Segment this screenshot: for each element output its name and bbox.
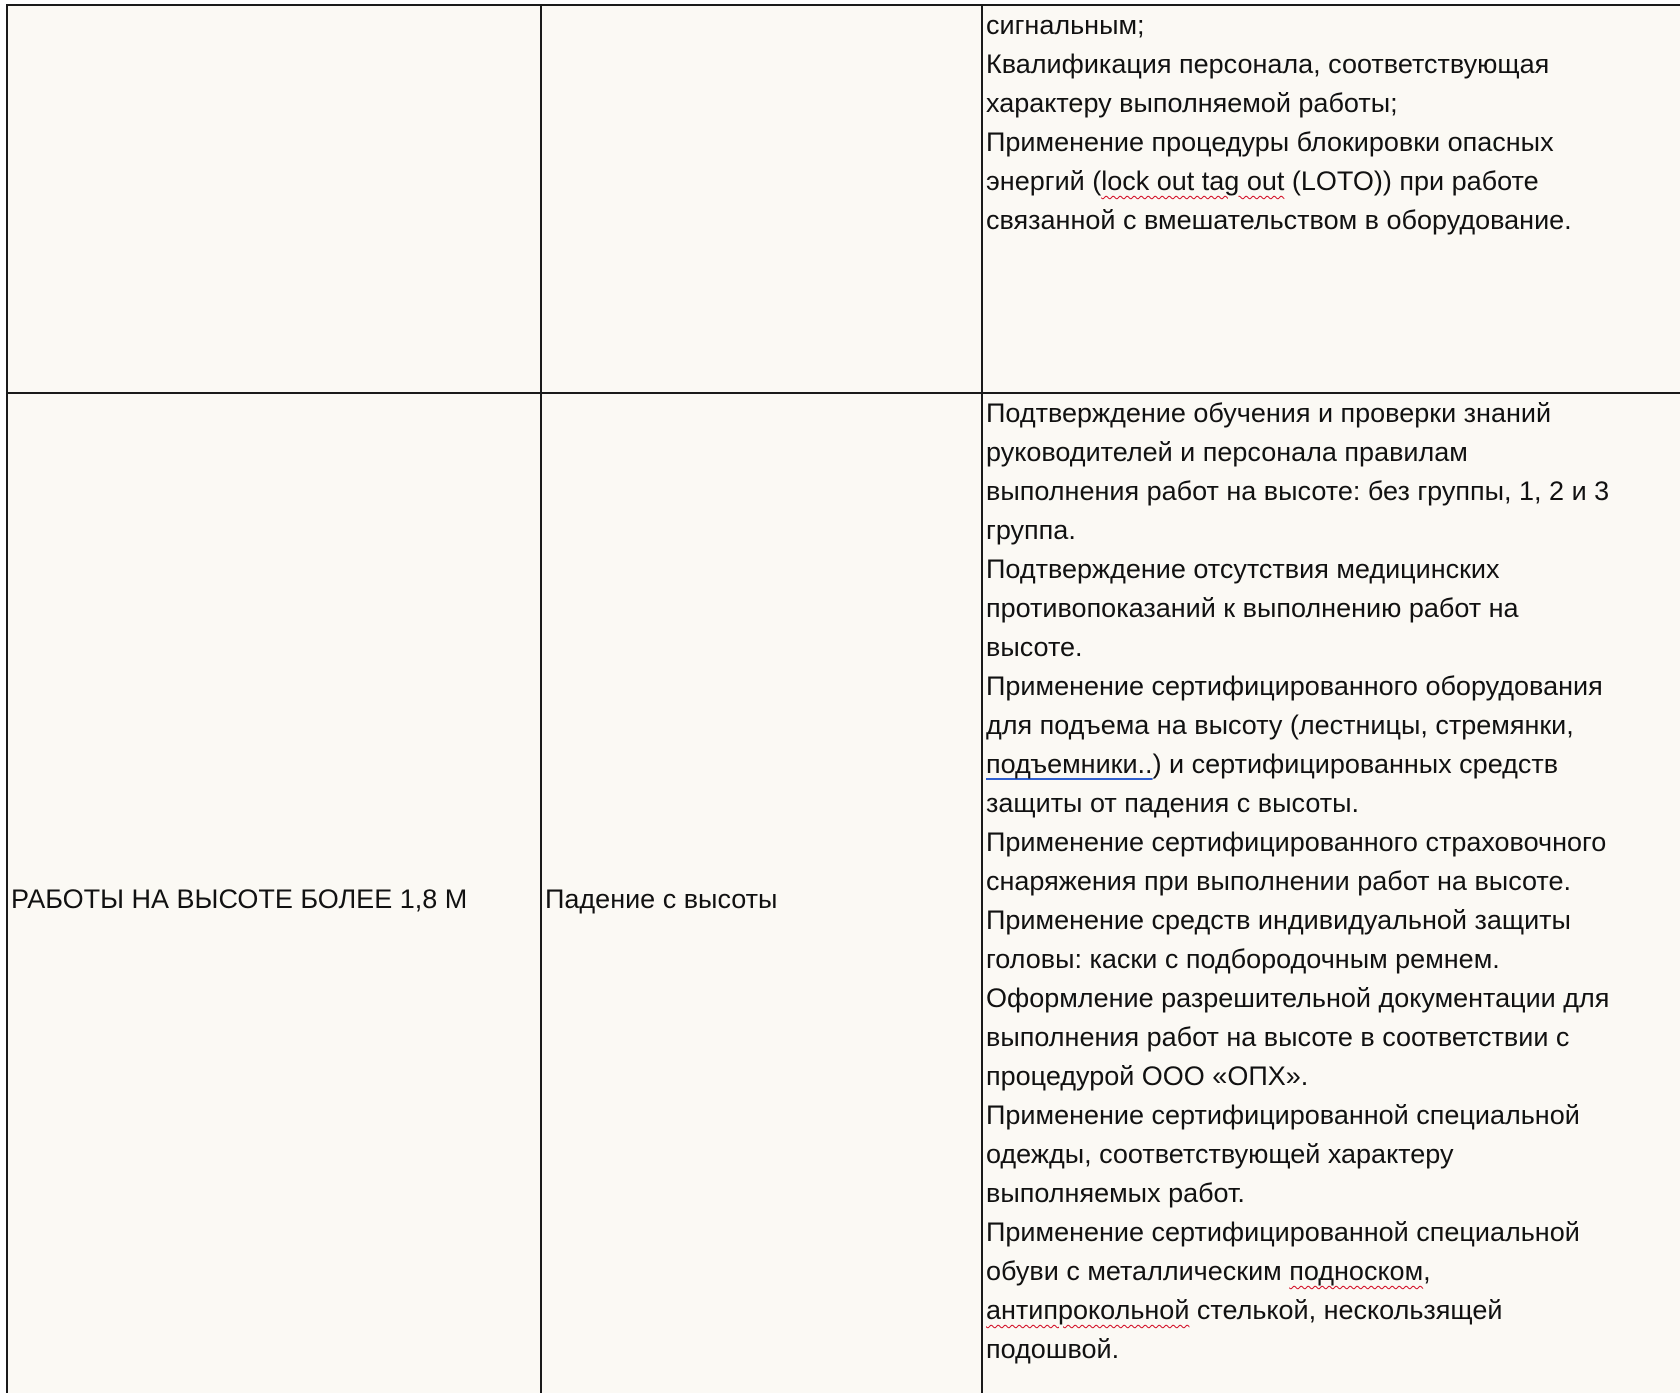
measure-line: Применение сертифицированного страховочного [986,827,1607,857]
measure-line [986,162,1680,201]
spellcheck-flagged-text: антипрокольной [986,1295,1190,1325]
measure-line [986,1252,1680,1291]
measure-line: Применение сертифицированного оборудования [986,671,1603,701]
line-segment: обуви с металлическим [986,1256,1290,1286]
measure-line: Квалификация персонала, соответствующая [986,49,1550,79]
hazard-cell [541,5,982,393]
measure-line: высоте. [986,632,1083,662]
table-row [7,393,1680,1393]
measure-line: одежды, соответствующей характеру [986,1139,1454,1169]
table-row [7,5,1680,393]
measures-cell [982,5,1680,393]
grammar-flagged-text: подъемники.. [986,749,1153,779]
measures-cell [982,393,1680,1393]
line-segment: стелькой, нескользящей [1189,1295,1503,1325]
measure-line [986,1291,1680,1330]
measure-line: группа. [986,515,1076,545]
spellcheck-flagged-text: lock out tag out [1101,166,1285,196]
measure-line: Применение средств индивидуальной защиты [986,905,1571,935]
measure-line: выполнения работ на высоте: без группы, 1, 2 и 3 [986,476,1610,506]
measure-line: руководителей и персонала правилам [986,437,1468,467]
measure-line: Применение сертифицированной специальной [986,1217,1580,1247]
work-type-cell [7,5,541,393]
measure-line: Применение сертифицированной специальной [986,1100,1580,1130]
line-segment: , [1423,1256,1431,1286]
measure-line: Оформление разрешительной документации для [986,983,1610,1013]
work-type-cell: РАБОТЫ НА ВЫСОТЕ БОЛЕЕ 1,8 М [7,393,541,1393]
measure-line: Подтверждение отсутствия медицинских [986,554,1500,584]
measure-line: связанной с вмешательством в оборудование. [986,205,1572,235]
measure-line: Подтверждение обучения и проверки знаний [986,398,1552,428]
measure-line: подошвой. [986,1334,1120,1364]
measure-line: противопоказаний к выполнению работ на [986,593,1519,623]
line-segment: ) и сертифицированных средств [1152,749,1559,779]
measure-line: выполнения работ на высоте в соответствии с [986,1022,1570,1052]
hazard-cell: Падение с высоты [541,393,982,1393]
measure-line: процедурой ООО «ОПХ». [986,1061,1309,1091]
line-segment: (LOTO)) при работе [1284,166,1539,196]
measure-line: выполняемых работ. [986,1178,1245,1208]
hazard-measures-table [6,4,1680,1393]
line-segment: энергий ( [986,166,1102,196]
measure-line: характеру выполняемой работы; [986,88,1398,118]
measure-line: снаряжения при выполнении работ на высоте. [986,866,1571,896]
measure-line: защиты от падения с высоты. [986,788,1360,818]
measure-line: сигнальным; [986,10,1145,40]
measure-line: для подъема на высоту (лестницы, стремянки, [986,710,1574,740]
measure-line: Применение процедуры блокировки опасных [986,127,1554,157]
measure-line: головы: каски с подбородочным ремнем. [986,944,1500,974]
spellcheck-flagged-text: подноском [1289,1256,1424,1286]
measure-line [986,745,1680,784]
